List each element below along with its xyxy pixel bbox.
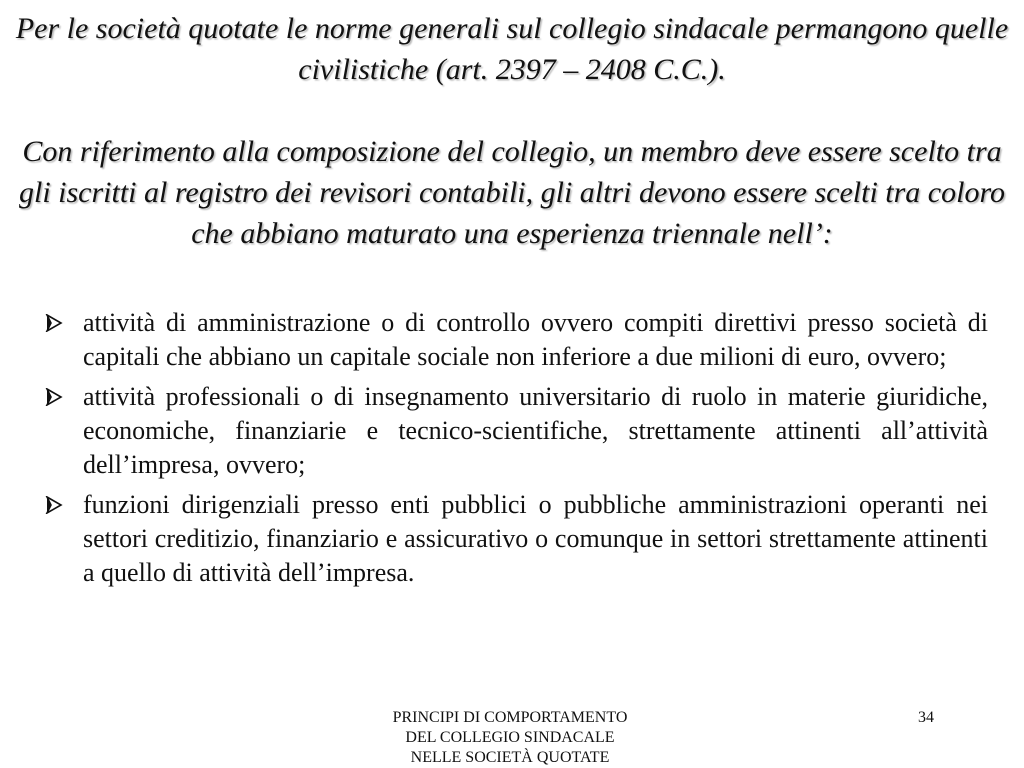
arrowhead-bullet-icon bbox=[45, 496, 63, 514]
footer-line: DEL COLLEGIO SINDACALE bbox=[405, 729, 615, 746]
intro-paragraph-norme: Per le società quotate le norme generali sul collegio sindacale permangono quelle civilistiche (art. 2397 – 2408 C.C.). bbox=[15, 12, 1009, 86]
list-item bbox=[83, 380, 988, 482]
list-item bbox=[83, 306, 988, 374]
intro-paragraph-composizione: Con riferimento alla composizione del collegio, un membro deve essere scelto tra gli iscritti al registro dei revisori contabili, gli altri devono essere scelti tra coloro che abbiano maturato una esperienza triennale nell’: bbox=[18, 135, 1005, 250]
arrowhead-bullet-icon bbox=[45, 314, 63, 332]
list-item-text: attività di amministrazione o di controllo ovvero compiti direttivi presso società di capitali che abbiano un capitale sociale non inferiore a due milioni di euro, ovvero; bbox=[83, 308, 988, 371]
list-item-text: funzioni dirigenziali presso enti pubblici o pubbliche amministrazioni operanti nei settori creditizio, finanziario e assicurativo o comunque in settori strettamente attinenti a quello di attività dell’impresa. bbox=[83, 490, 988, 587]
slide-footer bbox=[350, 708, 670, 768]
list-item-text: attività professionali o di insegnamento universitario di ruolo in materie giuridiche, economiche, finanziarie e tecnico-scientifiche, strettamente attinenti all’attività dell’impresa, ovvero; bbox=[83, 382, 988, 479]
arrowhead-bullet-icon bbox=[45, 388, 63, 406]
page-number: 34 bbox=[918, 709, 934, 726]
list-item bbox=[83, 488, 988, 590]
requirements-list bbox=[0, 306, 1024, 596]
footer-line: PRINCIPI DI COMPORTAMENTO bbox=[392, 709, 628, 726]
footer-line: NELLE SOCIETÀ QUOTATE bbox=[410, 749, 610, 766]
